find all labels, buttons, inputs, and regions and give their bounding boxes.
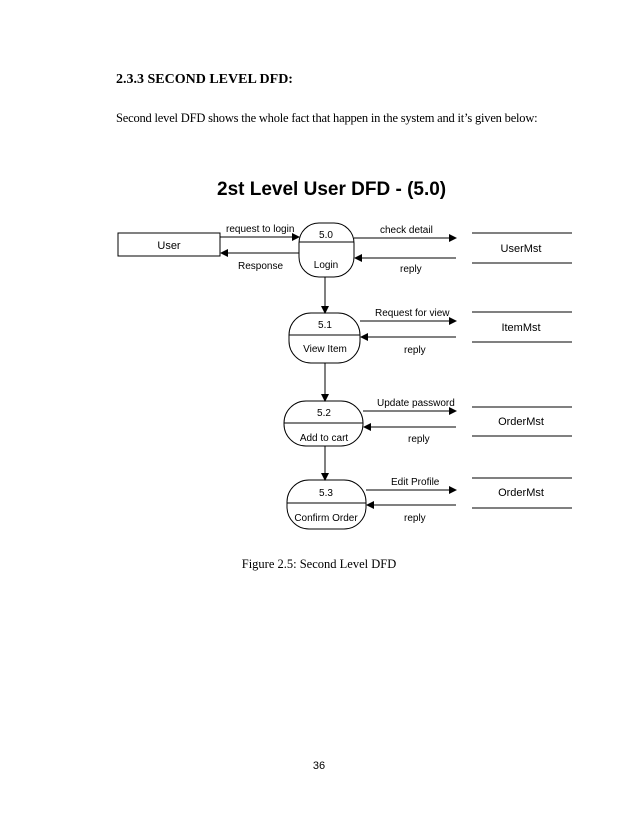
- process-name: Login: [313, 260, 339, 271]
- figure-caption: Figure 2.5: Second Level DFD: [241, 557, 397, 571]
- page-number: 36: [312, 760, 326, 772]
- intro-paragraph: Second level DFD shows the whole fact that happen in the system and it’s given below:: [116, 111, 538, 125]
- process-5-1: [289, 313, 360, 363]
- store-label: ItemMst: [501, 322, 541, 334]
- process-5-3: [287, 480, 366, 529]
- store-label: UserMst: [500, 243, 542, 255]
- process-id: 5.0: [319, 230, 333, 241]
- store-ordermst-2: [472, 478, 572, 508]
- flow-update-password-label: Update password: [377, 398, 455, 409]
- flow-reply-label: reply: [408, 434, 430, 445]
- process-name: Add to cart: [299, 433, 349, 444]
- flow-reply-label: reply: [404, 345, 426, 356]
- process-id: 5.2: [317, 408, 331, 419]
- flow-edit-profile-label: Edit Profile: [391, 477, 440, 488]
- process-id: 5.1: [318, 320, 332, 331]
- store-label: OrderMst: [498, 416, 544, 428]
- store-usermst: [472, 233, 572, 263]
- flow-request-view-label: Request for view: [375, 308, 450, 319]
- flow-check-detail-label: check detail: [380, 225, 433, 236]
- process-id: 5.3: [319, 488, 333, 499]
- entity-label: User: [157, 240, 181, 252]
- flow-response-label: Response: [238, 261, 284, 272]
- flow-reply-label: reply: [404, 513, 426, 524]
- process-name: Confirm Order: [294, 513, 358, 524]
- diagram-title: 2st Level User DFD - (5.0): [217, 179, 447, 200]
- store-ordermst-1: [472, 407, 572, 436]
- store-label: OrderMst: [498, 487, 544, 499]
- process-5-2: [284, 401, 363, 446]
- process-5-0: [299, 223, 354, 277]
- store-itemmst: [472, 312, 572, 342]
- process-name: View Item: [303, 344, 347, 355]
- flow-reply-label: reply: [400, 264, 422, 275]
- flow-request-login-label: request to login: [226, 224, 295, 235]
- section-heading: 2.3.3 SECOND LEVEL DFD:: [116, 72, 293, 87]
